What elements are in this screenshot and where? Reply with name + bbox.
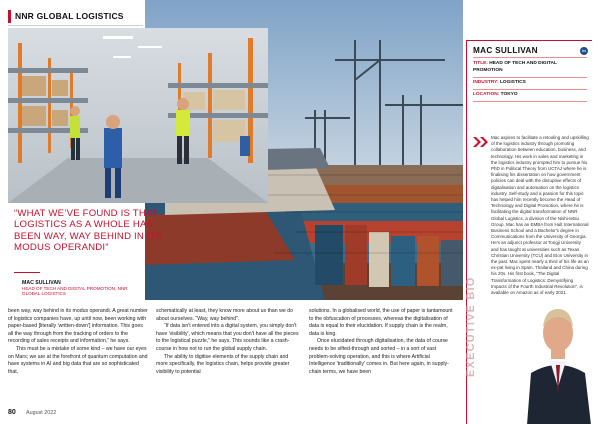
portrait-illustration bbox=[523, 295, 593, 424]
article-column-1 bbox=[8, 308, 148, 376]
pull-quote-attribution-role: HEAD OF TECH AND DIGITAL PROMOTION, NNR GLOBAL LOGISTICS bbox=[22, 286, 128, 297]
section-marker bbox=[8, 10, 11, 23]
bio-location-field bbox=[473, 92, 518, 99]
article-column-2 bbox=[156, 308, 301, 376]
warehouse-illustration bbox=[8, 28, 268, 203]
article-paragraph: Once elucidated through digitalisation, the data of course needs to be sifted-through and sorted – in a sort of vast problem-solving operation, and this is where Artificial Intelligence 'traditionally' comes in. But here again, in supply-chain terms, we have been bbox=[309, 338, 449, 375]
bio-name: MAC SULLIVAN bbox=[473, 46, 538, 55]
article-paragraph: This must be a mistake of some kind – we have our eyes on Mars; we are at the forefront of quantum computation and have systems in AI and big data that are so sophisticated that, bbox=[8, 345, 148, 375]
section-title: NNR GLOBAL LOGISTICS bbox=[15, 11, 124, 21]
bio-divider bbox=[473, 89, 587, 90]
bio-title-label: TITLE: bbox=[473, 61, 488, 66]
pull-quote-divider bbox=[14, 272, 40, 273]
bio-industry-value: LOGISTICS bbox=[499, 80, 526, 85]
article-paragraph: “If data isn't entered into a digital system, you simply don't have 'visibility', which means that you don't have all the pieces to the logistical puzzle,” he says. This sounds like a crash-course in how not to run the global supply chain. bbox=[156, 323, 299, 352]
bio-divider bbox=[473, 101, 587, 102]
bio-title-field bbox=[473, 61, 587, 74]
linkedin-icon[interactable]: in bbox=[580, 47, 588, 55]
bio-industry-label: INDUSTRY: bbox=[473, 80, 499, 85]
article-paragraph: The ability to digitise elements of the supply chain and more specifically, the logistics chain, helps provide greater visibility to potential bbox=[156, 353, 290, 375]
article-paragraph: been way, way behind in its modus operandi. A great number of logistics companies have, up until now, been working with paper-based [literally 'written-down'] information. This goes all the way through from the tracking of orders to the recording of sales receipts and information,” he says. bbox=[8, 308, 148, 345]
section-divider bbox=[8, 25, 143, 26]
bio-divider bbox=[473, 77, 587, 78]
pull-quote: “WHAT WE’VE FOUND IS THAT LOGISTICS AS A WHOLE HAS BEEN WAY, WAY BEHIND IN ITS MODUS OPERANDI” bbox=[14, 208, 163, 254]
warehouse-photo bbox=[8, 28, 268, 203]
bio-divider bbox=[473, 57, 587, 58]
executive-bio-panel bbox=[466, 40, 592, 424]
bio-description: Mac aspires to facilitate a retooling and upskilling of the logistics industry through promoting collaboration between education, business, and technology. His work in sales and marketing in the logistics industry prompted him to pursue his PhD in Political Theory from UCTAJ where he is finalising his dissertation on how government policies can deal with the disruptive effects of digitalisation and automation on the logistics industry. Self-study and a passion for this topic has helped him recently become the Head of Technology and Digital Promotion, where he is facilitating the digital transformation of NNR Global Logistics, a division of the Nishi-tetsu Group. Mac has an EMBA from Hult International Business School and a Bachelor's degree in Communications from the University of Georgia. He's an adjunct professor at Tongji University and has taught at universities such as Texas Christian University (TCU) and Elon University in the past. Mac spent nearly a third of his life as an ex-pat living in Spain, Thailand and China during his 20s. His first book, “The Digital Transformation of Logistics: Demystifying Impacts of the Fourth Industrial Revolution”, is available on Amazon as of early 2021. bbox=[491, 135, 589, 296]
portrait-photo bbox=[523, 295, 593, 424]
article-paragraph: schematically at least, they know more about us than we do about ourselves. “Way, way behind”. bbox=[156, 308, 293, 322]
page-number: 80 bbox=[8, 409, 16, 416]
executive-bio-label: EXECUTIVE BIO bbox=[465, 276, 477, 377]
article-paragraph: solutions. In a globalised world, the use of paper is tantamount to the obfuscation of processes, whereas the digitalisation of data is equal to their elucidation. If supply chain is the realm, data is king. bbox=[309, 308, 453, 337]
issue-date: August 2022 bbox=[26, 410, 57, 416]
bio-location-value: TOKYO bbox=[500, 92, 518, 97]
bio-title-value: HEAD OF TECH AND DIGITAL PROMOTION bbox=[473, 61, 557, 73]
pull-quote-attribution-name: MAC SULLIVAN bbox=[22, 280, 61, 286]
chevron-quote-icon bbox=[473, 137, 489, 147]
article-column-3 bbox=[309, 308, 457, 376]
bio-industry-field bbox=[473, 80, 526, 87]
bio-location-label: LOCATION: bbox=[473, 92, 500, 97]
